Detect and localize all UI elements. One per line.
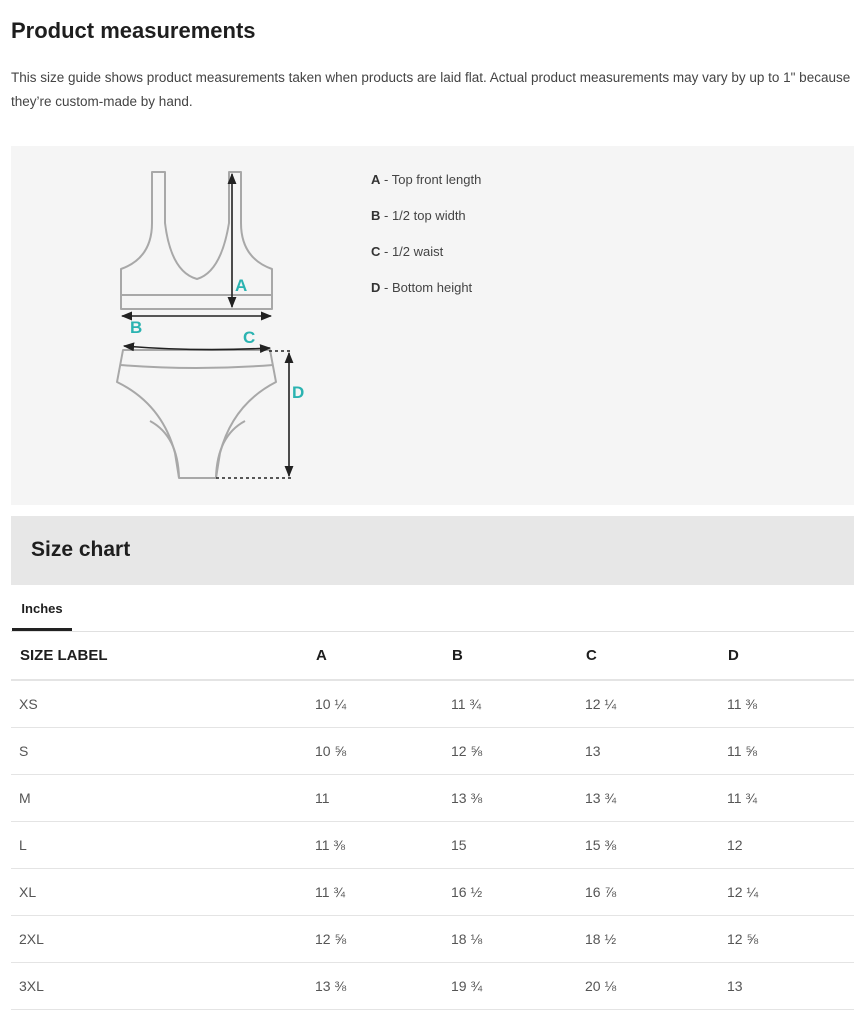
size-chart-table xyxy=(11,632,854,1010)
table-cell: 18 ⅛ xyxy=(443,916,577,963)
table-cell: 16 ½ xyxy=(443,869,577,916)
size-label-cell: M xyxy=(11,775,307,822)
bikini-top-outline xyxy=(121,172,272,309)
column-header: SIZE LABEL xyxy=(11,632,307,680)
table-cell: 12 ¼ xyxy=(577,680,719,728)
size-label-cell: 3XL xyxy=(11,963,307,1010)
tab-inches[interactable]: Inches xyxy=(12,600,72,631)
label-d: D xyxy=(292,383,305,402)
table-cell: 13 ⅜ xyxy=(443,775,577,822)
legend-item-b: B - 1/2 top width xyxy=(371,208,466,223)
table-cell: 15 xyxy=(443,822,577,869)
table-header-row xyxy=(11,632,854,680)
intro-text: This size guide shows product measurements taken when products are laid flat. Actual product measurements may vary by up to 1" because they’re custom-made by hand. xyxy=(11,70,851,109)
table-cell: 12 ⅝ xyxy=(719,916,854,963)
table-row xyxy=(11,963,854,1010)
table-cell: 11 ¾ xyxy=(719,775,854,822)
measurement-legend xyxy=(371,170,481,314)
label-c: C xyxy=(243,328,256,347)
table-cell: 20 ⅛ xyxy=(577,963,719,1010)
table-cell: 12 xyxy=(719,822,854,869)
size-label-cell: XL xyxy=(11,869,307,916)
table-row xyxy=(11,869,854,916)
table-row xyxy=(11,916,854,963)
size-label-cell: S xyxy=(11,728,307,775)
legend-item-d: D - Bottom height xyxy=(371,280,473,295)
table-row xyxy=(11,775,854,822)
label-b: B xyxy=(130,318,143,337)
bikini-diagram-icon xyxy=(11,146,371,505)
column-header: B xyxy=(443,632,577,680)
table-cell: 11 ¾ xyxy=(443,680,577,728)
size-label-cell: 2XL xyxy=(11,916,307,963)
table-row xyxy=(11,728,854,775)
table-cell: 13 ¾ xyxy=(577,775,719,822)
table-cell: 11 ⅜ xyxy=(307,822,443,869)
table-cell: 18 ½ xyxy=(577,916,719,963)
table-cell: 11 ¾ xyxy=(307,869,443,916)
column-header: A xyxy=(307,632,443,680)
size-label-cell: XS xyxy=(11,680,307,728)
column-header: D xyxy=(719,632,854,680)
table-row xyxy=(11,680,854,728)
table-cell: 13 xyxy=(719,963,854,1010)
size-chart-title: Size chart xyxy=(31,538,131,561)
size-chart-header xyxy=(11,516,854,585)
table-cell: 15 ⅜ xyxy=(577,822,719,869)
table-cell: 13 xyxy=(577,728,719,775)
table-cell: 10 ¼ xyxy=(307,680,443,728)
label-a: A xyxy=(235,276,248,295)
bikini-bottom-outline xyxy=(117,350,276,478)
table-cell: 10 ⅝ xyxy=(307,728,443,775)
table-cell: 13 ⅜ xyxy=(307,963,443,1010)
table-cell: 16 ⅞ xyxy=(577,869,719,916)
table-cell: 12 ⅝ xyxy=(443,728,577,775)
page-title: Product measurements xyxy=(11,18,256,43)
table-cell: 11 xyxy=(307,775,443,822)
table-row xyxy=(11,822,854,869)
size-label-cell: L xyxy=(11,822,307,869)
table-cell: 11 ⅝ xyxy=(719,728,854,775)
legend-item-a: A - Top front length xyxy=(371,172,482,187)
table-cell: 11 ⅜ xyxy=(719,680,854,728)
table-cell: 19 ¾ xyxy=(443,963,577,1010)
legend-item-c: C - 1/2 waist xyxy=(371,244,444,259)
table-cell: 12 ⅝ xyxy=(307,916,443,963)
column-header: C xyxy=(577,632,719,680)
table-cell: 12 ¼ xyxy=(719,869,854,916)
measurement-diagram-panel xyxy=(11,146,854,505)
